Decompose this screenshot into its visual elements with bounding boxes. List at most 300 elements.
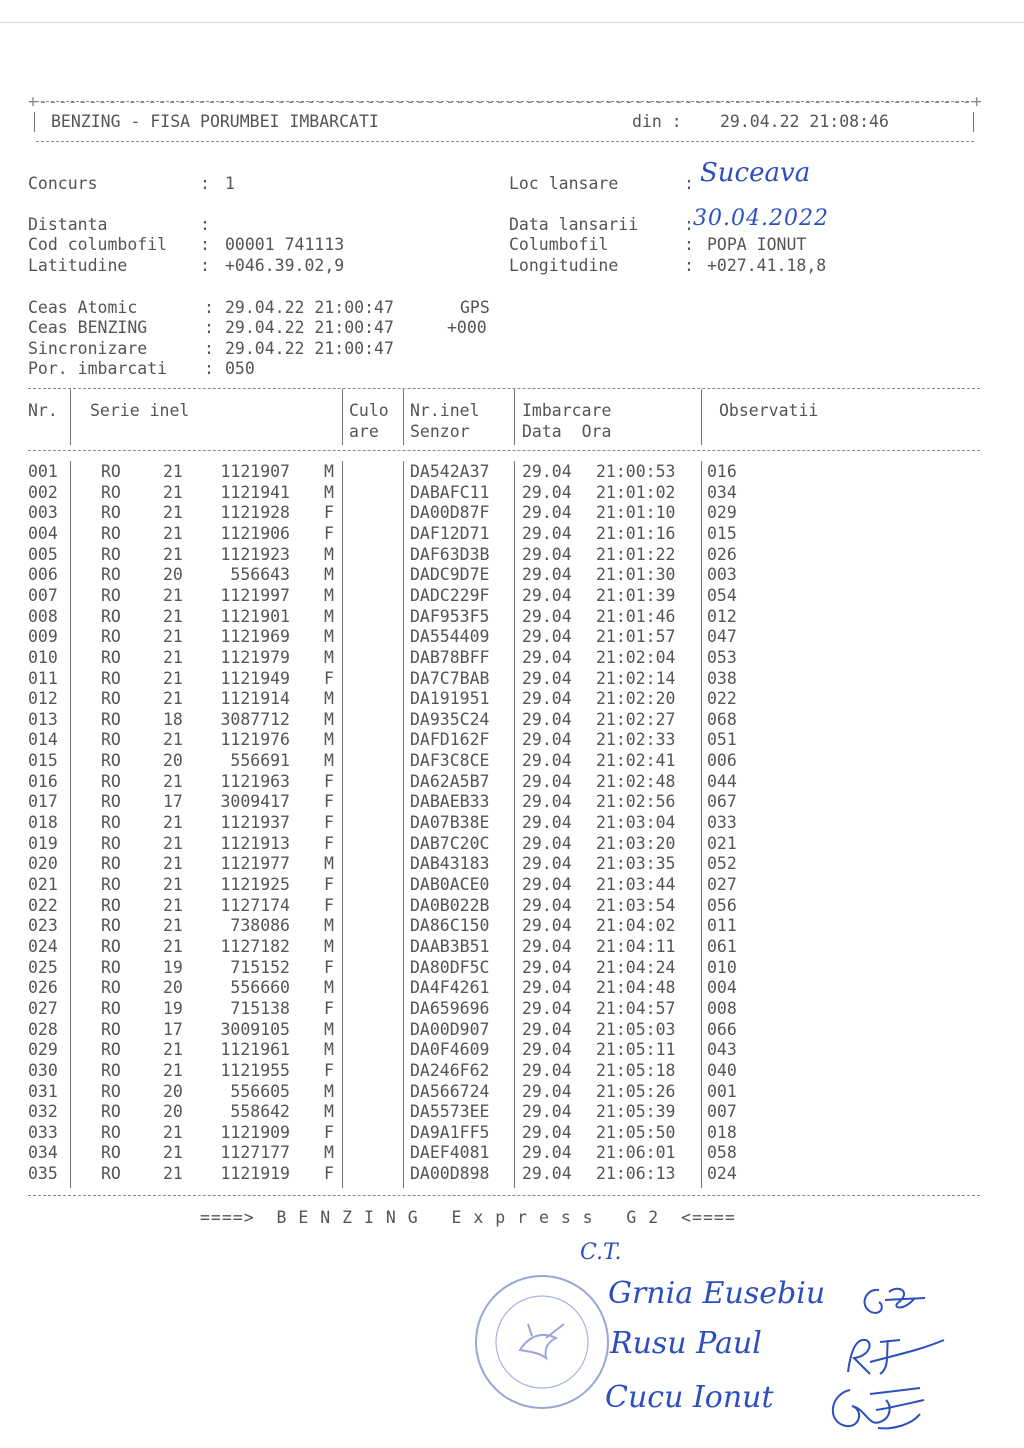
latitudine-colon: : bbox=[200, 256, 210, 275]
table-row bbox=[0, 854, 1000, 875]
row-date: 29.04 bbox=[522, 957, 572, 977]
row-year: 21 bbox=[163, 689, 183, 709]
row-sensor: DA00D907 bbox=[410, 1019, 490, 1039]
row-country: RO bbox=[101, 813, 121, 833]
row-year: 20 bbox=[163, 1081, 183, 1101]
row-time: 21:05:18 bbox=[596, 1060, 676, 1080]
row-nr: 021 bbox=[28, 875, 58, 894]
row-country: RO bbox=[101, 1019, 121, 1039]
cod-columbofil-label: Cod columbofil bbox=[28, 235, 168, 254]
sincronizare-colon: : bbox=[204, 339, 214, 358]
row-nr: 001 bbox=[28, 462, 58, 481]
row-obs: 038 bbox=[707, 668, 737, 688]
row-date: 29.04 bbox=[522, 875, 572, 894]
row-date: 29.04 bbox=[522, 998, 572, 1018]
row-year: 18 bbox=[163, 709, 183, 729]
row-sensor: DA542A37 bbox=[410, 462, 490, 481]
row-year: 21 bbox=[163, 606, 183, 626]
row-sex: M bbox=[324, 462, 334, 481]
concurs-label: Concurs bbox=[28, 174, 98, 193]
row-year: 21 bbox=[163, 730, 183, 750]
row-sensor: DA7C7BAB bbox=[410, 668, 490, 688]
row-ring: 1121909 bbox=[220, 1122, 290, 1142]
row-nr: 033 bbox=[28, 1122, 58, 1142]
row-sensor: DA935C24 bbox=[410, 709, 490, 729]
row-sensor: DA0B022B bbox=[410, 895, 490, 915]
table-row bbox=[0, 916, 1000, 937]
row-ring: 1121963 bbox=[220, 771, 290, 791]
row-sex: F bbox=[324, 875, 334, 894]
row-sensor: DA659696 bbox=[410, 998, 490, 1018]
row-time: 21:05:11 bbox=[596, 1040, 676, 1060]
row-sex: M bbox=[324, 751, 334, 771]
row-date: 29.04 bbox=[522, 978, 572, 998]
table-row bbox=[0, 1164, 1000, 1185]
row-year: 17 bbox=[163, 1019, 183, 1039]
ceas-atomic-source: GPS bbox=[460, 298, 490, 317]
table-row bbox=[0, 937, 1000, 958]
row-nr: 008 bbox=[28, 606, 58, 626]
row-nr: 032 bbox=[28, 1102, 58, 1122]
row-year: 19 bbox=[163, 957, 183, 977]
row-sex: F bbox=[324, 1060, 334, 1080]
table-row bbox=[0, 607, 1000, 628]
row-sex: M bbox=[324, 854, 334, 874]
row-sex: M bbox=[324, 585, 334, 605]
table-top-dash bbox=[28, 388, 980, 389]
row-obs: 001 bbox=[707, 1081, 737, 1101]
row-obs: 051 bbox=[707, 730, 737, 750]
row-sex: M bbox=[324, 1040, 334, 1060]
columbofil-colon: : bbox=[684, 235, 694, 254]
row-ring: 3009105 bbox=[220, 1019, 290, 1039]
row-sex: M bbox=[324, 936, 334, 956]
row-nr: 019 bbox=[28, 833, 58, 853]
row-sex: F bbox=[324, 1122, 334, 1142]
row-sex: F bbox=[324, 957, 334, 977]
row-nr: 030 bbox=[28, 1060, 58, 1080]
table-row bbox=[0, 730, 1000, 751]
row-obs: 034 bbox=[707, 482, 737, 502]
row-time: 21:01:39 bbox=[596, 585, 676, 605]
row-time: 21:05:26 bbox=[596, 1081, 676, 1101]
row-ring: 1127174 bbox=[220, 895, 290, 915]
row-sex: M bbox=[324, 1102, 334, 1122]
row-obs: 066 bbox=[707, 1019, 737, 1039]
row-obs: 061 bbox=[707, 936, 737, 956]
row-sensor: DA246F62 bbox=[410, 1060, 490, 1080]
row-obs: 054 bbox=[707, 585, 737, 605]
row-nr: 012 bbox=[28, 689, 58, 709]
loc-lansare-handwritten: Suceava bbox=[700, 158, 811, 188]
row-time: 21:01:10 bbox=[596, 503, 676, 523]
row-obs: 052 bbox=[707, 854, 737, 874]
row-year: 21 bbox=[163, 833, 183, 853]
row-year: 21 bbox=[163, 1143, 183, 1163]
row-year: 21 bbox=[163, 523, 183, 543]
loc-lansare-colon: : bbox=[684, 174, 694, 193]
row-date: 29.04 bbox=[522, 627, 572, 647]
row-obs: 007 bbox=[707, 1102, 737, 1122]
row-obs: 011 bbox=[707, 916, 737, 936]
row-sensor: DA9A1FF5 bbox=[410, 1122, 490, 1142]
row-obs: 033 bbox=[707, 813, 737, 833]
row-country: RO bbox=[101, 585, 121, 605]
row-date: 29.04 bbox=[522, 813, 572, 833]
row-date: 29.04 bbox=[522, 936, 572, 956]
sincronizare-label: Sincronizare bbox=[28, 339, 148, 358]
din-datetime: 29.04.22 21:08:46 bbox=[720, 112, 889, 131]
row-obs: 026 bbox=[707, 544, 737, 564]
data-lansarii-label: Data lansarii bbox=[509, 215, 639, 234]
table-row bbox=[0, 1082, 1000, 1103]
table-row bbox=[0, 958, 1000, 979]
row-sensor: DAF63D3B bbox=[410, 544, 490, 564]
row-obs: 024 bbox=[707, 1164, 737, 1184]
table-row bbox=[0, 772, 1000, 793]
table-row bbox=[0, 524, 1000, 545]
row-ring: 1121914 bbox=[220, 689, 290, 709]
row-obs: 027 bbox=[707, 875, 737, 894]
row-country: RO bbox=[101, 1143, 121, 1163]
table-row bbox=[0, 751, 1000, 772]
row-ring: 1121907 bbox=[220, 462, 290, 481]
row-nr: 009 bbox=[28, 627, 58, 647]
row-date: 29.04 bbox=[522, 771, 572, 791]
row-date: 29.04 bbox=[522, 544, 572, 564]
row-nr: 014 bbox=[28, 730, 58, 750]
row-nr: 023 bbox=[28, 916, 58, 936]
row-obs: 053 bbox=[707, 647, 737, 667]
signature-name-2: Rusu Paul bbox=[610, 1326, 762, 1361]
row-date: 29.04 bbox=[522, 792, 572, 812]
row-sex: M bbox=[324, 627, 334, 647]
row-sensor: DAB0ACE0 bbox=[410, 875, 490, 894]
row-ring: 738086 bbox=[230, 916, 290, 936]
row-country: RO bbox=[101, 565, 121, 585]
row-ring: 1121901 bbox=[220, 606, 290, 626]
row-ring: 1121976 bbox=[220, 730, 290, 750]
signature-name-3: Cucu Ionut bbox=[605, 1380, 774, 1415]
row-time: 21:04:48 bbox=[596, 978, 676, 998]
row-obs: 022 bbox=[707, 689, 737, 709]
row-date: 29.04 bbox=[522, 647, 572, 667]
row-year: 21 bbox=[163, 1164, 183, 1184]
row-country: RO bbox=[101, 709, 121, 729]
col-divider-2-head bbox=[342, 389, 343, 445]
row-sex: F bbox=[324, 503, 334, 523]
row-date: 29.04 bbox=[522, 523, 572, 543]
row-sensor: DAF3C8CE bbox=[410, 751, 490, 771]
row-date: 29.04 bbox=[522, 1122, 572, 1142]
row-sex: M bbox=[324, 1143, 334, 1163]
distanta-label: Distanta bbox=[28, 215, 108, 234]
row-obs: 029 bbox=[707, 503, 737, 523]
row-sex: M bbox=[324, 730, 334, 750]
row-ring: 1121928 bbox=[220, 503, 290, 523]
row-ring: 556643 bbox=[230, 565, 290, 585]
row-sex: M bbox=[324, 689, 334, 709]
longitudine-label: Longitudine bbox=[509, 256, 619, 275]
table-row bbox=[0, 834, 1000, 855]
row-obs: 012 bbox=[707, 606, 737, 626]
col-header-nr: Nr. bbox=[28, 401, 58, 420]
row-year: 17 bbox=[163, 792, 183, 812]
row-obs: 004 bbox=[707, 978, 737, 998]
row-date: 29.04 bbox=[522, 751, 572, 771]
signature-name-1: Grnia Eusebiu bbox=[608, 1276, 826, 1311]
table-bottom-dash bbox=[28, 1195, 980, 1196]
row-nr: 024 bbox=[28, 936, 58, 956]
row-ring: 1127182 bbox=[220, 936, 290, 956]
row-country: RO bbox=[101, 503, 121, 523]
row-sex: M bbox=[324, 544, 334, 564]
row-obs: 015 bbox=[707, 523, 737, 543]
row-sex: M bbox=[324, 1019, 334, 1039]
header-left-bar bbox=[34, 112, 35, 132]
row-nr: 003 bbox=[28, 503, 58, 523]
row-sex: F bbox=[324, 771, 334, 791]
row-sex: F bbox=[324, 813, 334, 833]
row-sensor: DA0F4609 bbox=[410, 1040, 490, 1060]
row-country: RO bbox=[101, 523, 121, 543]
row-time: 21:02:56 bbox=[596, 792, 676, 812]
row-obs: 021 bbox=[707, 833, 737, 853]
row-country: RO bbox=[101, 771, 121, 791]
row-year: 21 bbox=[163, 647, 183, 667]
row-date: 29.04 bbox=[522, 1143, 572, 1163]
row-sex: F bbox=[324, 1164, 334, 1184]
header-top-dash bbox=[36, 101, 974, 102]
table-header-dash bbox=[28, 450, 980, 451]
col-header-culoare-1: Culo bbox=[349, 401, 389, 420]
row-nr: 020 bbox=[28, 854, 58, 874]
association-stamp bbox=[472, 1272, 612, 1412]
row-time: 21:05:03 bbox=[596, 1019, 676, 1039]
row-sex: M bbox=[324, 647, 334, 667]
table-row bbox=[0, 813, 1000, 834]
row-year: 19 bbox=[163, 998, 183, 1018]
row-ring: 558642 bbox=[230, 1102, 290, 1122]
ceas-benzing-value: 29.04.22 21:00:47 bbox=[225, 318, 394, 337]
row-date: 29.04 bbox=[522, 482, 572, 502]
row-time: 21:04:11 bbox=[596, 936, 676, 956]
row-date: 29.04 bbox=[522, 916, 572, 936]
table-row bbox=[0, 503, 1000, 524]
row-time: 21:03:54 bbox=[596, 895, 676, 915]
row-obs: 016 bbox=[707, 462, 737, 481]
row-time: 21:01:46 bbox=[596, 606, 676, 626]
row-ring: 1121961 bbox=[220, 1040, 290, 1060]
row-nr: 016 bbox=[28, 771, 58, 791]
row-time: 21:00:53 bbox=[596, 462, 676, 481]
row-obs: 067 bbox=[707, 792, 737, 812]
table-row bbox=[0, 999, 1000, 1020]
document-title: BENZING - FISA PORUMBEI IMBARCATI bbox=[51, 112, 379, 131]
row-nr: 017 bbox=[28, 792, 58, 812]
row-nr: 029 bbox=[28, 1040, 58, 1060]
concurs-colon: : bbox=[200, 174, 210, 193]
row-nr: 007 bbox=[28, 585, 58, 605]
row-time: 21:05:50 bbox=[596, 1122, 676, 1142]
row-year: 21 bbox=[163, 482, 183, 502]
col-header-observatii: Observatii bbox=[719, 401, 819, 420]
row-country: RO bbox=[101, 689, 121, 709]
por-imbarcati-value: 050 bbox=[225, 359, 255, 378]
columbofil-value: POPA IONUT bbox=[707, 235, 807, 254]
row-country: RO bbox=[101, 1060, 121, 1080]
row-year: 21 bbox=[163, 544, 183, 564]
table-row bbox=[0, 1061, 1000, 1082]
row-obs: 003 bbox=[707, 565, 737, 585]
table-row bbox=[0, 689, 1000, 710]
row-sensor: DAAB3B51 bbox=[410, 936, 490, 956]
row-country: RO bbox=[101, 544, 121, 564]
row-date: 29.04 bbox=[522, 668, 572, 688]
table-row bbox=[0, 565, 1000, 586]
row-sex: M bbox=[324, 565, 334, 585]
row-time: 21:04:57 bbox=[596, 998, 676, 1018]
row-year: 21 bbox=[163, 813, 183, 833]
row-country: RO bbox=[101, 998, 121, 1018]
row-sensor: DA00D898 bbox=[410, 1164, 490, 1184]
row-country: RO bbox=[101, 606, 121, 626]
row-sensor: DAB78BFF bbox=[410, 647, 490, 667]
row-ring: 556660 bbox=[230, 978, 290, 998]
row-sensor: DAF12D71 bbox=[410, 523, 490, 543]
row-nr: 002 bbox=[28, 482, 58, 502]
row-country: RO bbox=[101, 627, 121, 647]
por-imbarcati-colon: : bbox=[204, 359, 214, 378]
row-year: 21 bbox=[163, 875, 183, 894]
row-nr: 034 bbox=[28, 1143, 58, 1163]
row-sex: F bbox=[324, 895, 334, 915]
signature-mark-1 bbox=[855, 1282, 935, 1326]
row-country: RO bbox=[101, 936, 121, 956]
row-sensor: DA4F4261 bbox=[410, 978, 490, 998]
row-ring: 715152 bbox=[230, 957, 290, 977]
sincronizare-value: 29.04.22 21:00:47 bbox=[225, 339, 394, 358]
row-sex: M bbox=[324, 978, 334, 998]
col-header-culoare-2: are bbox=[349, 422, 379, 441]
por-imbarcati-label: Por. imbarcati bbox=[28, 359, 168, 378]
row-obs: 068 bbox=[707, 709, 737, 729]
header-bottom-dash bbox=[36, 141, 974, 142]
row-time: 21:01:30 bbox=[596, 565, 676, 585]
row-date: 29.04 bbox=[522, 833, 572, 853]
row-sensor: DABAFC11 bbox=[410, 482, 490, 502]
row-date: 29.04 bbox=[522, 1164, 572, 1184]
signature-mark-3 bbox=[820, 1380, 930, 1444]
row-obs: 010 bbox=[707, 957, 737, 977]
table-row bbox=[0, 483, 1000, 504]
longitudine-value: +027.41.18,8 bbox=[707, 256, 827, 275]
row-country: RO bbox=[101, 482, 121, 502]
row-ring: 3087712 bbox=[220, 709, 290, 729]
row-nr: 031 bbox=[28, 1081, 58, 1101]
row-time: 21:03:04 bbox=[596, 813, 676, 833]
signature-heading: C.T. bbox=[580, 1240, 622, 1265]
row-sex: F bbox=[324, 998, 334, 1018]
row-ring: 1121925 bbox=[220, 875, 290, 894]
row-ring: 1121997 bbox=[220, 585, 290, 605]
row-time: 21:01:02 bbox=[596, 482, 676, 502]
row-date: 29.04 bbox=[522, 730, 572, 750]
row-date: 29.04 bbox=[522, 503, 572, 523]
columbofil-label: Columbofil bbox=[509, 235, 609, 254]
row-date: 29.04 bbox=[522, 606, 572, 626]
row-year: 21 bbox=[163, 503, 183, 523]
row-date: 29.04 bbox=[522, 854, 572, 874]
row-date: 29.04 bbox=[522, 1040, 572, 1060]
row-sex: M bbox=[324, 606, 334, 626]
row-ring: 1121955 bbox=[220, 1060, 290, 1080]
row-sensor: DAB43183 bbox=[410, 854, 490, 874]
row-sensor: DA62A5B7 bbox=[410, 771, 490, 791]
row-nr: 028 bbox=[28, 1019, 58, 1039]
col-divider-1-head bbox=[70, 389, 71, 445]
row-sensor: DADC9D7E bbox=[410, 565, 490, 585]
row-ring: 1127177 bbox=[220, 1143, 290, 1163]
table-row bbox=[0, 462, 1000, 483]
row-sensor: DABAEB33 bbox=[410, 792, 490, 812]
row-country: RO bbox=[101, 668, 121, 688]
row-year: 21 bbox=[163, 771, 183, 791]
row-ring: 1121949 bbox=[220, 668, 290, 688]
row-ring: 1121923 bbox=[220, 544, 290, 564]
table-row bbox=[0, 896, 1000, 917]
row-sensor: DADC229F bbox=[410, 585, 490, 605]
row-time: 21:04:24 bbox=[596, 957, 676, 977]
row-obs: 006 bbox=[707, 751, 737, 771]
row-date: 29.04 bbox=[522, 895, 572, 915]
row-sex: M bbox=[324, 1081, 334, 1101]
row-date: 29.04 bbox=[522, 709, 572, 729]
col-divider-5-head bbox=[701, 389, 702, 445]
row-sensor: DAB7C20C bbox=[410, 833, 490, 853]
data-lansarii-handwritten: 30.04.2022 bbox=[693, 206, 829, 231]
row-time: 21:03:20 bbox=[596, 833, 676, 853]
row-time: 21:01:22 bbox=[596, 544, 676, 564]
row-ring: 1121906 bbox=[220, 523, 290, 543]
row-time: 21:02:14 bbox=[596, 668, 676, 688]
row-nr: 026 bbox=[28, 978, 58, 998]
row-ring: 1121977 bbox=[220, 854, 290, 874]
row-ring: 1121937 bbox=[220, 813, 290, 833]
row-nr: 027 bbox=[28, 998, 58, 1018]
row-year: 21 bbox=[163, 462, 183, 481]
row-sensor: DA07B38E bbox=[410, 813, 490, 833]
col-header-serie: Serie inel bbox=[90, 401, 190, 420]
row-nr: 022 bbox=[28, 895, 58, 915]
row-sensor: DA00D87F bbox=[410, 503, 490, 523]
row-year: 21 bbox=[163, 627, 183, 647]
row-nr: 010 bbox=[28, 647, 58, 667]
row-nr: 025 bbox=[28, 957, 58, 977]
longitudine-colon: : bbox=[684, 256, 694, 275]
row-ring: 1121969 bbox=[220, 627, 290, 647]
row-country: RO bbox=[101, 647, 121, 667]
row-sex: F bbox=[324, 833, 334, 853]
table-row bbox=[0, 792, 1000, 813]
row-sensor: DA566724 bbox=[410, 1081, 490, 1101]
row-country: RO bbox=[101, 1122, 121, 1142]
row-country: RO bbox=[101, 875, 121, 894]
col-header-imbarcare-1: Imbarcare bbox=[522, 401, 612, 420]
cod-columbofil-value: 00001 741113 bbox=[225, 235, 345, 254]
col-header-imbarcare-2: Data Ora bbox=[522, 422, 612, 441]
row-time: 21:02:20 bbox=[596, 689, 676, 709]
